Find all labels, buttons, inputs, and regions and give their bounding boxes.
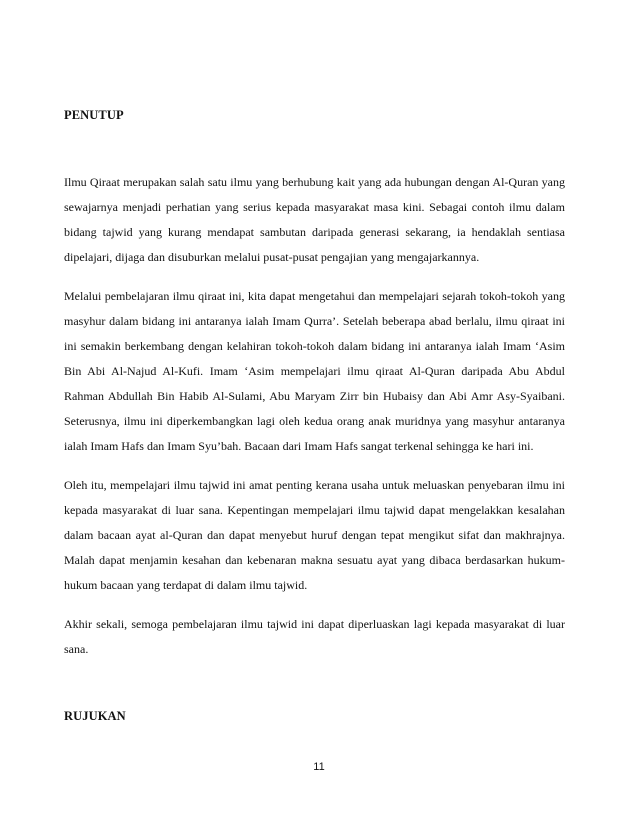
body-text [64, 170, 565, 676]
page-number: 11 [313, 761, 325, 773]
paragraph-1: Ilmu Qiraat merupakan salah satu ilmu yang berhubung kait yang ada hubungan dengan Al-Quran yang sewajarnya menjadi perhatian yang serius kepada masyarakat masa kini. Sebagai contoh ilmu dalam bidang tajwid yang kurang mendapat sambutan daripada generasi sekarang, ia hendaklah sentiasa dipelajari, dijaga dan disuburkan melalui pusat-pusat pengajian yang mengajarkannya. [64, 175, 565, 264]
paragraph-3: Oleh itu, mempelajari ilmu tajwid ini amat penting kerana usaha untuk meluaskan penyebaran ilmu ini kepada masyarakat di luar sana. Kepentingan mempelajari ilmu tajwid dapat mengelakkan kesalahan dalam bacaan ayat al-Quran dan dapat menyebut huruf dengan tepat mengikut sifat dan makhrajnya. Malah dapat menjamin kesahan dan kebenaran makna sesuatu ayat yang dibaca berdasarkan hukum-hukum bacaan yang terdapat di dalam ilmu tajwid. [64, 478, 565, 592]
section-heading-penutup: PENUTUP [64, 108, 124, 122]
paragraph-2: Melalui pembelajaran ilmu qiraat ini, kita dapat mengetahui dan mempelajari sejarah tokoh-tokoh yang masyhur dalam bidang ini antaranya ialah Imam Qurra’. Setelah beberapa abad berlalu, ilmu qiraat ini ini semakin berkembang dengan kelahiran tokoh-tokoh dalam bidang ini antaranya ialah Imam ‘Asim Bin Abi Al-Najud Al-Kufi. Imam ‘Asim mempelajari ilmu qiraat Al-Quran daripada Abu Abdul Rahman Abdullah Bin Habib Al-Sulami, Abu Maryam Zirr bin Hubaisy dan Abi Amr Asy-Syaibani. Seterusnya, ilmu ini diperkembangkan lagi oleh kedua orang anak muridnya yang masyhur antaranya ialah Imam Hafs dan Imam Syu’bah. Bacaan dari Imam Hafs sangat terkenal sehingga ke hari ini. [64, 289, 565, 453]
section-heading-rujukan: RUJUKAN [64, 709, 126, 723]
paragraph-4: Akhir sekali, semoga pembelajaran ilmu tajwid ini dapat diperluaskan lagi kepada masyarakat di luar sana. [64, 617, 565, 656]
